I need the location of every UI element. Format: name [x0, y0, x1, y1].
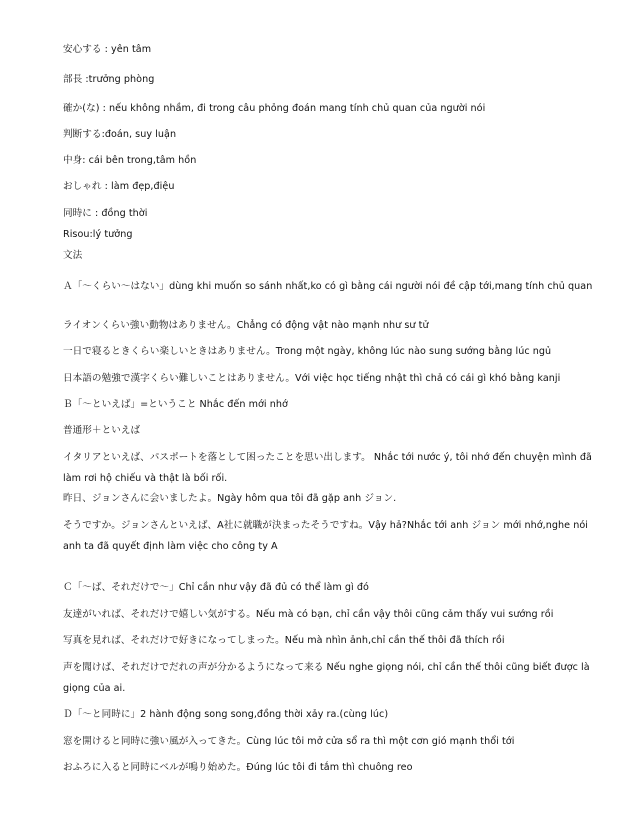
grammar-c-example-3: 声を聞けば、それだけでだれの声が分かるようになって来る Nếu nghe giọng nói, chỉ cần thế thôi cũng biết được là giọng của ai.: [63, 662, 590, 694]
grammar-c-example-1: 友達がいれば、それだけで嬉しい気がする。Nếu mà có bạn, chỉ cần vậy thôi cũng cảm thấy vui sướng rồi: [63, 609, 554, 620]
grammar-d-example-1: 窓を開けると同時に強い風が入ってきた。Cùng lúc tôi mở cửa sổ ra thì một cơn gió mạnh thổi tới: [63, 736, 515, 747]
vocab-buchou: 部長 :trưởng phòng: [63, 74, 155, 85]
grammar-c-title: Ｃ「～ば、それだけで～」Chỉ cần như vậy đã đủ có thể làm gì đó: [63, 582, 369, 593]
grammar-d-title: Ｄ「～と同時に」2 hành động song song,đồng thời xảy ra.(cùng lúc): [63, 709, 389, 720]
grammar-b-form: 普通形＋といえば: [63, 425, 141, 436]
vocab-anshin: 安心する : yên tâm: [63, 44, 152, 55]
grammar-c-example-2: 写真を見れば、それだけで好きになってしまった。Nếu mà nhìn ảnh,chỉ cần thế thôi đã thích rồi: [63, 635, 505, 646]
grammar-a-example-2: 一日で寝るときくらい楽しいときはありません。Trong một ngày, không lúc nào sung sướng bằng lúc ngủ: [63, 346, 552, 357]
vocab-tashika: 確か(な) : nếu không nhầm, đi trong câu phỏng đoán mang tính chủ quan của người nói: [63, 103, 486, 114]
grammar-a-title: Ａ「～くらい～はない」dùng khi muốn so sánh nhất,ko có gì bằng cái người nói đề cập tới,mang tính chủ quan: [63, 281, 593, 292]
grammar-heading: 文法: [63, 250, 83, 261]
grammar-b-example-1: イタリアといえば、パスポートを落として困ったことを思い出します。 Nhắc tới nước ý, tôi nhớ đến chuyện mình đã làm rơi hộ chiếu và thật là bối rối.: [63, 452, 592, 484]
grammar-b-example-2: 昨日、ジョンさんに会いましたよ。Ngày hôm qua tôi đã gặp anh ジョン.: [63, 493, 397, 504]
grammar-a-example-3: 日本語の勉強で漢字くらい難しいことはありません。Với việc học tiếng nhật thì chả có cái gì khó bằng kanji: [63, 373, 561, 384]
grammar-a-example-1: ライオンくらい強い動物はありません。Chẳng có động vật nào mạnh như sư tử: [63, 320, 429, 331]
grammar-b-title: Ｂ「～といえば」=ということ Nhắc đến mới nhớ: [63, 399, 288, 410]
vocab-nakami: 中身: cái bên trong,tâm hồn: [63, 155, 197, 166]
grammar-d-example-2: おふろに入ると同時にベルが鳴り始めた。Đúng lúc tôi đi tắm thì chuông reo: [63, 762, 413, 773]
vocab-risou: Risou:lý tưởng: [63, 229, 133, 240]
vocab-oshare: おしゃれ : làm đẹp,điệu: [63, 181, 175, 192]
vocab-handan: 判断する:đoán, suy luận: [63, 129, 177, 140]
vocab-doujini: 同時に : đồng thời: [63, 208, 148, 219]
grammar-b-example-3: そうですか。ジョンさんといえば、A社に就職が決まったそうですね。Vậy hả?Nhắc tới anh ジョン mới nhớ,nghe nói anh ta đã quyết định làm việc cho công ty A: [63, 520, 588, 552]
